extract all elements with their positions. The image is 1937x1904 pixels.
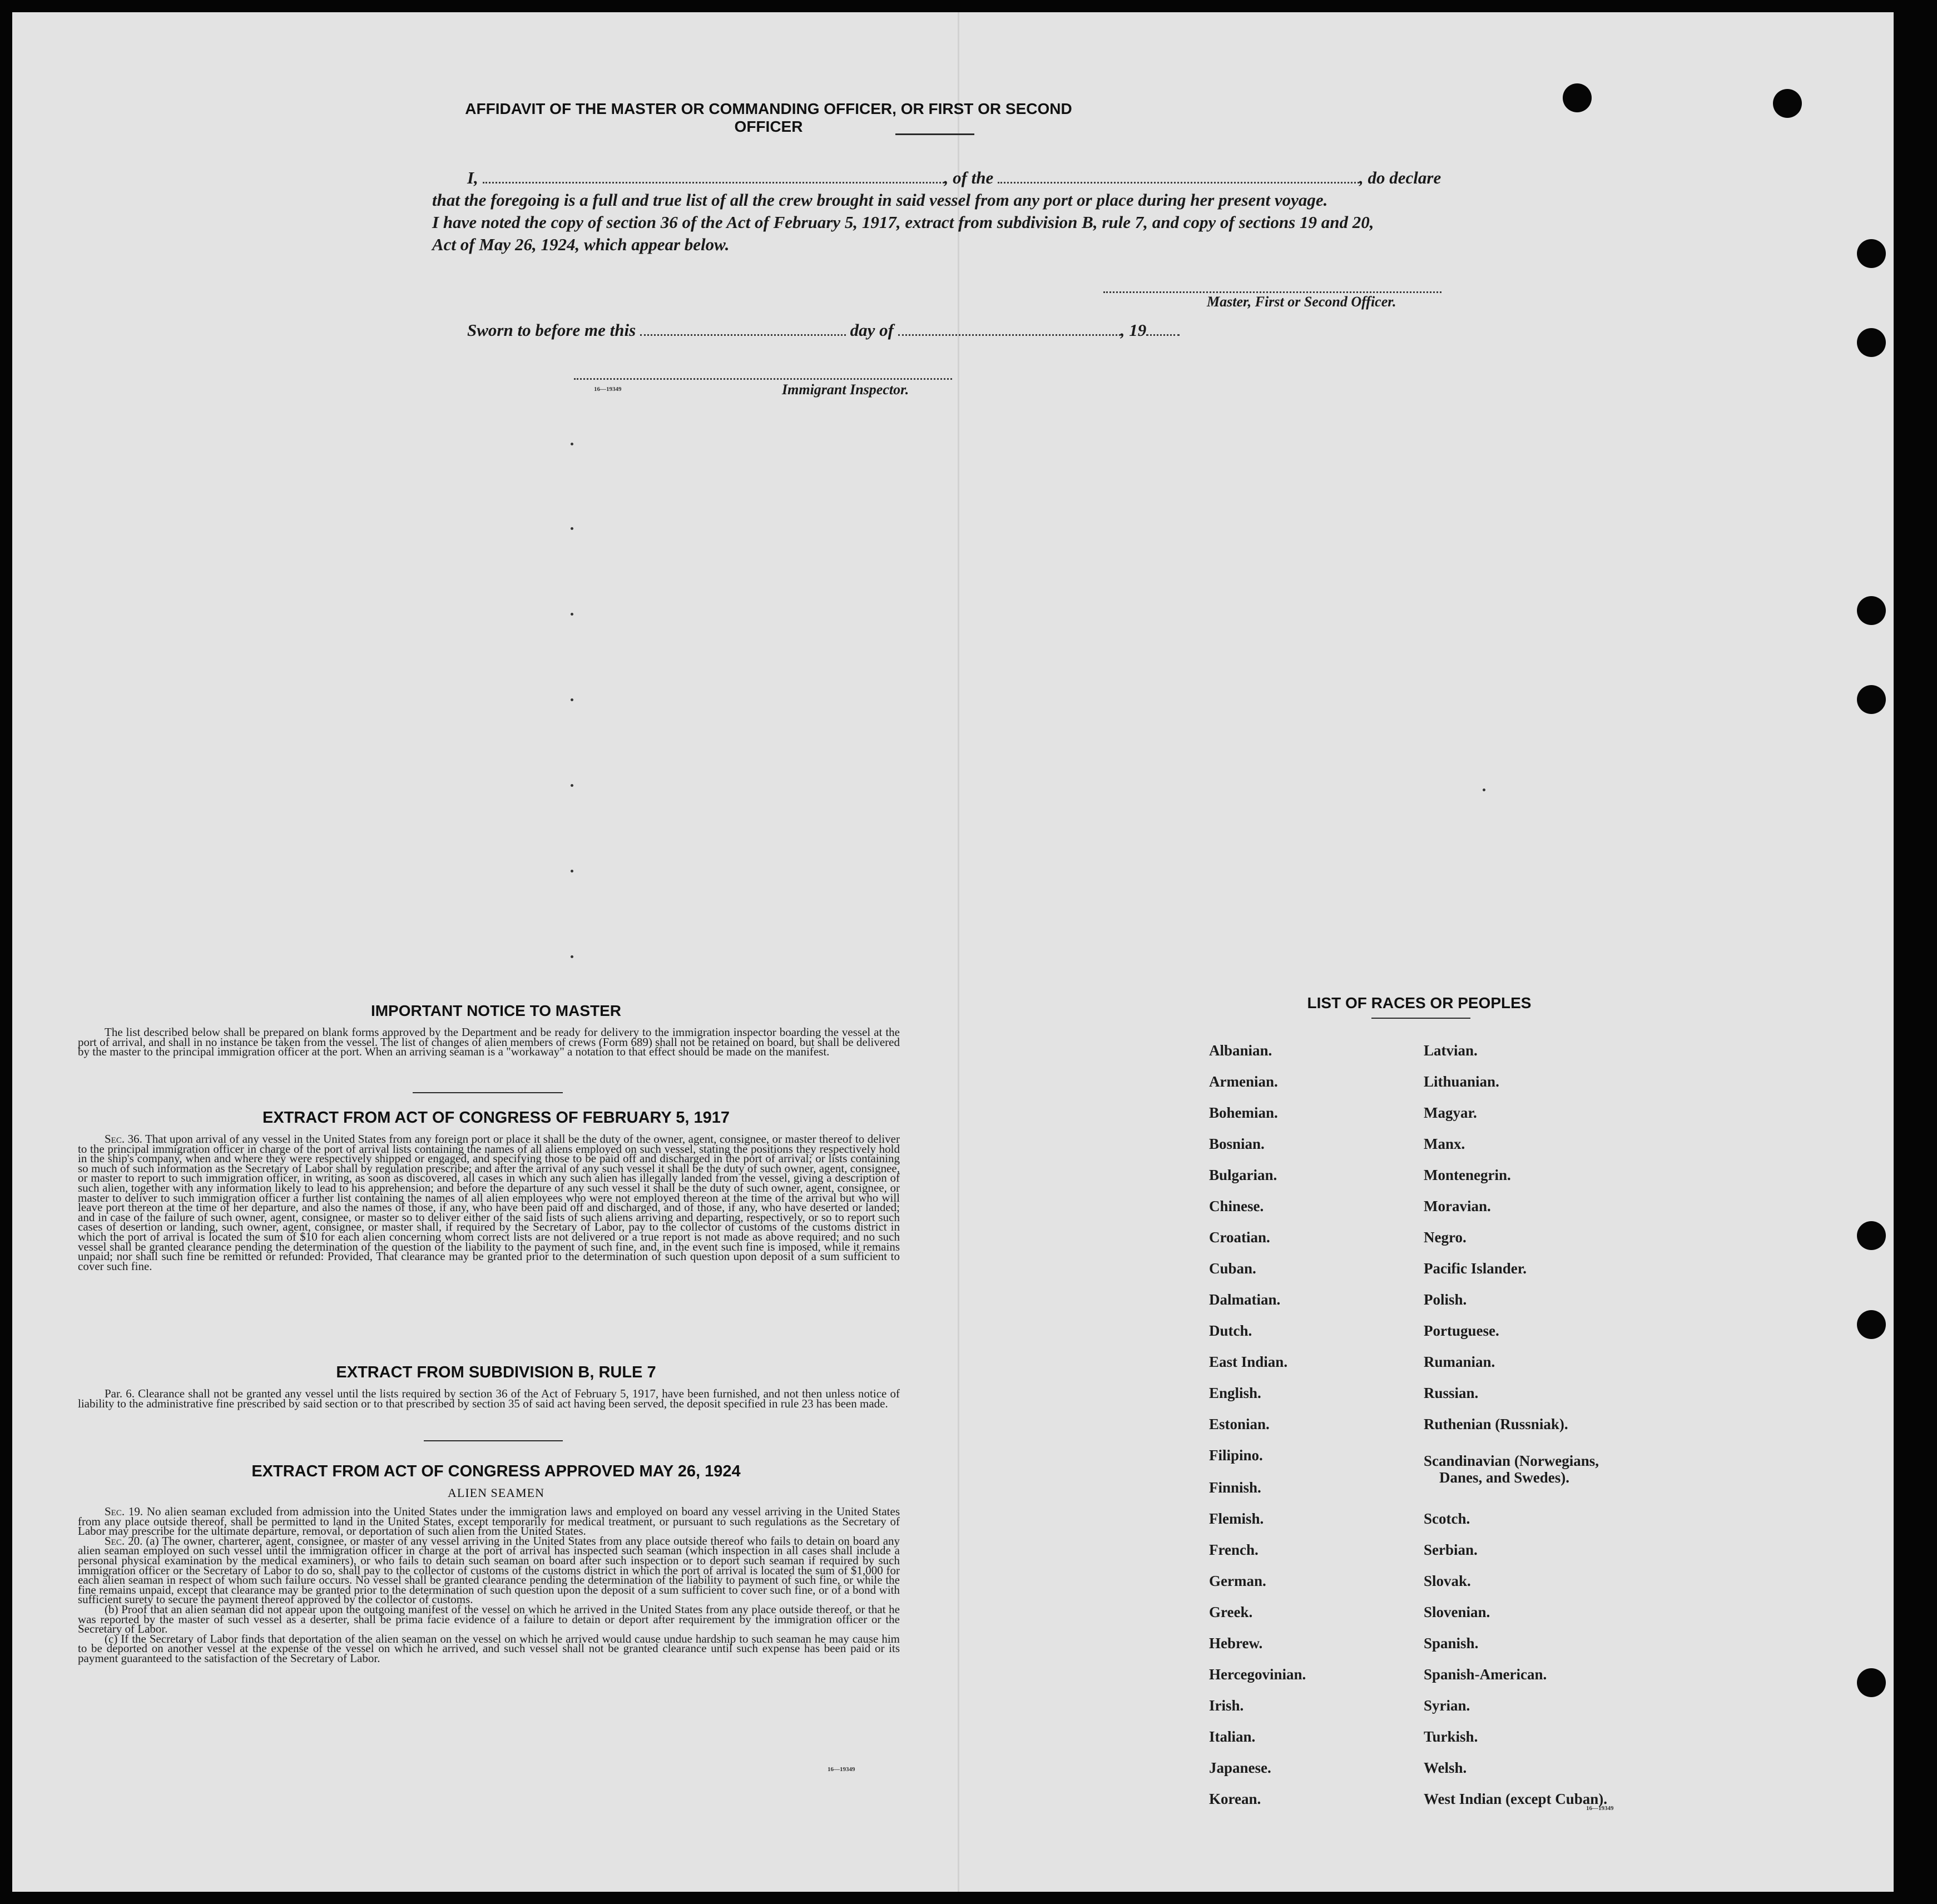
sec36-text: That upon arrival of any vessel in the United States from any foreign port or place it shall be the duty of the owner, agent, consignee, or master thereof to deliver to the principal immigration officer in charge of the port of arrival lists containing the names of all aliens employed on such vessel, stating the positions they respectively hold in the ship's company, when and where they were respectively shipped or engaged, and specifying those to be paid off and discharged in the port of arrival; or lists containing so much of such information as the Secretary of Labor shall by regulation prescribe; and after the arrival of any such vessel it shall be the duty of such owner, agent, consignee, or master to report to such immigration officer, in writing, as soon as discovered, all cases in which any such alien has illegally landed from the vessel, giving a description of such alien, together with any information likely to lead to his apprehension; and before the departure of any such vessel it shall be the duty of such owner, agent, consignee, or master to deliver to such immigration officer a further list containing the names of all alien employees who were not employed thereon at the time of the arrival but who will leave port thereon at the time of her departure, and also the names of those, if any, who have been paid off and discharged, and of those, if any, who have deserted or landed; and in case of the failure of such owner, agent, consignee, or master so to deliver either of the said lists of such aliens arriving and departing, respectively, or so to report such cases of desertion or landing, such owner, agent, consignee, or master shall, if required by the Secretary of Labor, pay to the collector of customs of the customs district in which the port of arrival is located the sum of $10 for each alien concerning whom correct lists are not delivered or a true report is not made as above required; and no such vessel shall be granted clearance pending the determination of the question of the liability to the payment of such fine, and, in the event such fine is imposed, while it remains unpaid; nor shall such fine be remitted or refunded: Provided, That clearance may be granted prior to the determination of such question upon deposit of a sum sufficient to cover such fine. bbox=[78, 1132, 900, 1273]
race-item: Greek. bbox=[1209, 1604, 1253, 1620]
race-item: Rumanian. bbox=[1424, 1353, 1495, 1370]
punch-hole bbox=[1563, 83, 1592, 112]
race-item: Bosnian. bbox=[1209, 1136, 1265, 1152]
sec20a-text: (a) The owner, charterer, agent, consignee, or master of any vessel arriving in the United States from any place outside thereof who fails to detain on board any alien seaman employed on such vessel until the immigration officer in charge at the port of arrival has inspected such seaman (which inspection in all cases shall include a personal physical examination by the medical examiners), or who fails to detain such seaman on board after such inspection or to deport such seaman if required by such immigration officer or the Secretary of Labor to do so, shall pay to the collector of customs of the customs district in which the port of arrival is located the sum of $1,000 for each alien seaman in respect of whom such failure occurs. No vessel shall be granted clearance pending the determination of the liability to payment of such fine, or while the fine remains unpaid, except that clearance may be granted prior to the determination of such question upon the deposit of a sum sufficient to cover such fine, or of a bond with sufficient surety to secure the payment thereof approved by the collector of customs. bbox=[78, 1534, 900, 1606]
notice-text bbox=[78, 1025, 900, 1059]
race-item: Spanish. bbox=[1424, 1635, 1479, 1652]
punch-hole bbox=[1773, 89, 1802, 118]
race-item: Japanese. bbox=[1209, 1759, 1271, 1776]
race-item: German. bbox=[1209, 1573, 1266, 1589]
race-item: Turkish. bbox=[1424, 1728, 1478, 1745]
race-item: West Indian (except Cuban). bbox=[1424, 1791, 1608, 1807]
race-item: Polish. bbox=[1424, 1291, 1467, 1308]
extract-rule7-title: EXTRACT FROM SUBDIVISION B, RULE 7 bbox=[336, 1363, 656, 1381]
declarant-name-field[interactable] bbox=[483, 170, 944, 184]
race-item: Hebrew. bbox=[1209, 1635, 1263, 1652]
notice-title: IMPORTANT NOTICE TO MASTER bbox=[370, 1002, 622, 1019]
speck bbox=[571, 443, 573, 445]
sec36-label: Sec. 36. bbox=[105, 1132, 142, 1146]
extract-1924-text bbox=[78, 1507, 900, 1664]
vessel-label: , of the bbox=[944, 168, 994, 187]
affidavit-title-rule bbox=[895, 133, 974, 135]
sec20b-text: (b) Proof that an alien seaman did not appear upon the outgoing manifest of the vessel on which he arrived in the United States from any place outside thereof, or that he was reported by the master of such vessel as a deserter, shall be prima facie evidence of a failure to detain or deport after requirement by the immigration officer or the Secretary of Labor. bbox=[78, 1602, 900, 1636]
race-item: Italian. bbox=[1209, 1728, 1256, 1745]
races-title: LIST OF RACES OR PEOPLES bbox=[1307, 994, 1532, 1012]
extract-1924-title: EXTRACT FROM ACT OF CONGRESS APPROVED MAY 26, 1924 bbox=[251, 1462, 741, 1480]
race-item: Estonian. bbox=[1209, 1416, 1270, 1432]
race-item: Cuban. bbox=[1209, 1260, 1256, 1277]
extract-1917-title: EXTRACT FROM ACT OF CONGRESS OF FEBRUARY 5, 1917 bbox=[262, 1109, 730, 1127]
form-number: 16—19349 bbox=[1586, 1805, 1614, 1812]
race-item: Spanish-American. bbox=[1424, 1666, 1547, 1683]
speck bbox=[571, 527, 573, 530]
sworn-day-field[interactable] bbox=[640, 322, 846, 336]
race-item: Syrian. bbox=[1424, 1697, 1470, 1714]
extract-rule7-text bbox=[78, 1389, 900, 1409]
inspector-signature-caption: Immigrant Inspector. bbox=[782, 381, 909, 398]
master-signature-caption: Master, First or Second Officer. bbox=[1207, 294, 1396, 310]
race-item: French. bbox=[1209, 1541, 1259, 1558]
punch-hole bbox=[1857, 685, 1886, 714]
form-number: 16—19349 bbox=[594, 386, 622, 393]
race-item: Moravian. bbox=[1424, 1198, 1491, 1214]
form-number: 16—19349 bbox=[828, 1766, 855, 1773]
race-item: Welsh. bbox=[1424, 1759, 1467, 1776]
section-rule bbox=[413, 1092, 563, 1093]
punch-hole bbox=[1857, 596, 1886, 625]
speck bbox=[571, 613, 573, 616]
race-item: English. bbox=[1209, 1385, 1261, 1401]
race-item: Lithuanian. bbox=[1424, 1073, 1499, 1090]
race-item: Scandinavian (Norwegians, bbox=[1424, 1452, 1599, 1469]
declare-label: , do declare bbox=[1359, 168, 1441, 187]
race-item: Bohemian. bbox=[1209, 1104, 1278, 1121]
speck bbox=[571, 784, 573, 787]
declaration-line-1 bbox=[467, 167, 1441, 189]
speck bbox=[571, 870, 573, 872]
document-page bbox=[12, 12, 1894, 1892]
race-item: Latvian. bbox=[1424, 1042, 1478, 1059]
race-item: Negro. bbox=[1424, 1229, 1467, 1246]
section-rule bbox=[424, 1440, 563, 1441]
race-item: Armenian. bbox=[1209, 1073, 1278, 1090]
speck bbox=[571, 698, 573, 701]
race-item: Dalmatian. bbox=[1209, 1291, 1281, 1308]
race-item: Korean. bbox=[1209, 1791, 1261, 1807]
race-item: Bulgarian. bbox=[1209, 1167, 1277, 1183]
race-item: Dutch. bbox=[1209, 1322, 1252, 1339]
rule7-paragraph: Par. 6. Clearance shall not be granted any vessel until the lists required by section 36 of the Act of February 5, 1917, have been furnished, and not then unless notice of liability to the administrative fine prescribed by said section or to that prescribed by section 35 of said act having been served, the deposit specified in rule 23 has been made. bbox=[78, 1387, 900, 1410]
sec20c-text: (c) If the Secretary of Labor finds that deportation of the alien seaman on the vessel on which he arrived would cause undue hardship to such seaman he may cause him to be deported on another vessel at the expense of the vessel on which he arrived, and such vessel shall not be granted clearance until such expense has been paid or its payment guaranteed to the satisfaction of the Secretary of Labor. bbox=[78, 1632, 900, 1665]
punch-hole bbox=[1857, 239, 1886, 268]
alien-seamen-subtitle: ALIEN SEAMEN bbox=[448, 1486, 544, 1500]
inspector-signature-line[interactable] bbox=[574, 378, 952, 380]
race-item: Irish. bbox=[1209, 1697, 1244, 1714]
punch-hole bbox=[1857, 1221, 1886, 1250]
race-item: Hercegovinian. bbox=[1209, 1666, 1306, 1683]
sworn-line bbox=[467, 319, 1180, 341]
race-item: Manx. bbox=[1424, 1136, 1465, 1152]
race-item: Slovak. bbox=[1424, 1573, 1471, 1589]
master-signature-line[interactable] bbox=[1103, 291, 1441, 293]
speck bbox=[1483, 789, 1485, 791]
race-item: Montenegrin. bbox=[1424, 1167, 1511, 1183]
punch-hole bbox=[1857, 328, 1886, 357]
race-item: Danes, and Swedes). bbox=[1439, 1469, 1570, 1486]
sec19-text: No alien seaman excluded from admission into the United States under the immigration laws and employed on board any vessel arriving in the United States from any place outside thereof, shall be permitted to land in the United States, except temporarily for medical treatment, or pursuant to such regulations as the Secretary of Labor may prescribe for the ultimate departure, removal, or deportation of such alien from the United States. bbox=[78, 1505, 900, 1538]
race-item: Pacific Islander. bbox=[1424, 1260, 1527, 1277]
declaration-line-3: I have noted the copy of section 36 of the Act of February 5, 1917, extract from subdivision B, rule 7, and copy of sections 19 and 20, bbox=[432, 212, 1374, 232]
declaration-line-4: Act of May 26, 1924, which appear below. bbox=[432, 235, 730, 254]
sec19-label: Sec. 19. bbox=[105, 1505, 143, 1518]
race-item: Albanian. bbox=[1209, 1042, 1272, 1059]
sworn-month-field[interactable] bbox=[898, 322, 1121, 336]
race-item: Ruthenian (Russniak). bbox=[1424, 1416, 1568, 1432]
speck bbox=[571, 955, 573, 958]
race-item: Finnish. bbox=[1209, 1479, 1261, 1496]
race-item: Filipino. bbox=[1209, 1447, 1263, 1464]
vessel-name-field[interactable] bbox=[998, 170, 1359, 184]
race-item: Slovenian. bbox=[1424, 1604, 1490, 1620]
fold-line bbox=[958, 12, 959, 1892]
race-item: Portuguese. bbox=[1424, 1322, 1499, 1339]
sworn-year-field[interactable] bbox=[1146, 322, 1180, 336]
race-item: Croatian. bbox=[1209, 1229, 1270, 1246]
race-item: Chinese. bbox=[1209, 1198, 1264, 1214]
sec20-label: Sec. 20. bbox=[105, 1534, 143, 1548]
race-item: Serbian. bbox=[1424, 1541, 1478, 1558]
race-item: East Indian. bbox=[1209, 1353, 1288, 1370]
races-title-rule bbox=[1371, 1018, 1470, 1019]
notice-paragraph: The list described below shall be prepared on blank forms approved by the Department and be ready for delivery to the immigration inspector boarding the vessel at the port of arrival, and shall in no instance be taken from the vessel. The list of changes of alien members of crews (Form 689) shall not be retained on board, but shall be delivered by the master to the principal immigration officer at the port. When an arriving seaman is a "workaway" a notation to that effect should be made on the manifest. bbox=[78, 1025, 900, 1059]
year-label: , 19 bbox=[1120, 320, 1147, 340]
declaration-line-2: that the foregoing is a full and true list of all the crew brought in said vessel from any port or place during her present voyage. bbox=[432, 190, 1328, 210]
day-of-label: day of bbox=[850, 320, 894, 340]
race-item: Magyar. bbox=[1424, 1104, 1477, 1121]
sworn-label: Sworn to before me this bbox=[467, 320, 636, 340]
race-item: Scotch. bbox=[1424, 1510, 1470, 1527]
race-item: Russian. bbox=[1424, 1385, 1479, 1401]
affidavit-title: AFFIDAVIT OF THE MASTER OR COMMANDING OFFICER, OR FIRST OR SECOND OFFICER bbox=[465, 100, 1072, 135]
race-item: Flemish. bbox=[1209, 1510, 1264, 1527]
punch-hole bbox=[1857, 1310, 1886, 1339]
punch-hole bbox=[1857, 1668, 1886, 1697]
declarant-label: I, bbox=[467, 168, 478, 187]
extract-1917-text bbox=[78, 1134, 900, 1271]
